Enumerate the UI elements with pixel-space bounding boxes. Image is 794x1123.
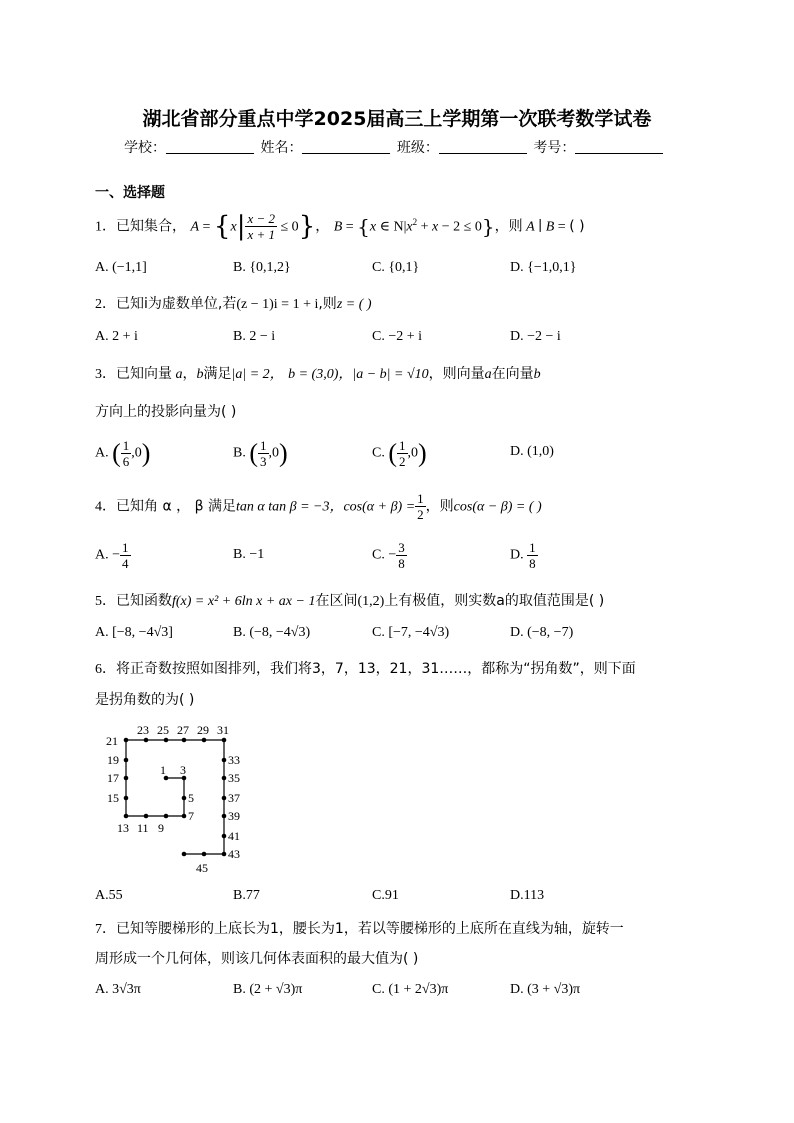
q6-option-a[interactable]: A.55 xyxy=(95,888,123,903)
spiral-node-5 xyxy=(182,796,187,801)
school-blank[interactable] xyxy=(166,139,254,154)
q1-stem: 已知集合， xyxy=(116,218,186,235)
spiral-label-15: 15 xyxy=(107,791,119,805)
question-2: 2．已知i为虚数单位,若(z − 1)i = 1 + i,则z = ( ) xyxy=(95,296,372,312)
spiral-label-33: 33 xyxy=(228,753,240,767)
spiral-label-9: 9 xyxy=(158,821,164,835)
q1-option-a[interactable]: A. (−1,1] xyxy=(95,260,147,275)
q2-option-c[interactable]: C. −2 + i xyxy=(372,329,423,344)
spiral-node-23 xyxy=(144,738,149,743)
q5-option-d[interactable]: D. (−8, −7) xyxy=(510,625,574,640)
spiral-node-17 xyxy=(124,776,129,781)
q3-option-d[interactable]: D. (1,0) xyxy=(510,444,554,459)
spiral-node-7 xyxy=(182,814,187,819)
q1-option-b[interactable]: B. {0,1,2} xyxy=(233,260,291,275)
q4-option-b[interactable]: B. −1 xyxy=(233,547,265,562)
spiral-node-47 xyxy=(182,852,187,857)
spiral-node-13 xyxy=(124,814,129,819)
spiral-label-23: 23 xyxy=(137,723,149,737)
spiral-node-33 xyxy=(222,758,227,763)
school-label: 学校： xyxy=(124,140,166,156)
spiral-node-41 xyxy=(222,834,227,839)
spiral-label-45: 45 xyxy=(196,861,208,875)
q6-option-d[interactable]: D.113 xyxy=(510,888,545,903)
spiral-label-19: 19 xyxy=(107,753,119,767)
spiral-label-39: 39 xyxy=(228,809,240,823)
q7-option-d[interactable]: D. (3 + √3)π xyxy=(510,982,581,997)
spiral-label-29: 29 xyxy=(197,723,209,737)
q7-line-2: 周形成一个几何体，则该几何体表面积的最大值为( ) xyxy=(95,951,419,967)
q3-option-c[interactable]: C. ( $\frac{1}{2}$ ,0) xyxy=(372,438,427,469)
spiral-label-13: 13 xyxy=(117,821,129,835)
spiral-node-11 xyxy=(144,814,149,819)
spiral-label-41: 41 xyxy=(228,829,240,843)
q4-option-d[interactable]: D. $\frac{1}{8}$ xyxy=(510,540,536,571)
spiral-label-21: 21 xyxy=(106,734,118,748)
question-5: 5．已知函数f(x) = x² + 6ln x + ax − 1在区间(1,2)上有极值，则实数a的取值范围是( ) xyxy=(95,593,605,609)
question-3: 3．已知向量 a，b满足|a| = 2， b = (3,0)，|a − b| = √10，则向量a在向量b xyxy=(95,366,541,382)
spiral-label-3: 3 xyxy=(180,763,186,777)
q6-option-b[interactable]: B.77 xyxy=(233,888,260,903)
spiral-label-7: 7 xyxy=(188,809,194,823)
spiral-node-31 xyxy=(222,738,227,743)
q7-option-c[interactable]: C. (1 + 2√3)π xyxy=(372,982,449,997)
q6-option-c[interactable]: C.91 xyxy=(372,888,399,903)
q6-line-2: 是拐角数的为( ) xyxy=(95,692,195,708)
question-7: 7．已知等腰梯形的上底长为1，腰长为1，若以等腰梯形的上底所在直线为轴，旋转一 xyxy=(95,921,624,937)
class-label: 班级： xyxy=(396,140,439,156)
odd-number-spiral-diagram xyxy=(100,720,260,878)
q7-option-a[interactable]: A. 3√3π xyxy=(95,982,141,997)
spiral-node-9 xyxy=(164,814,169,819)
spiral-label-1: 1 xyxy=(160,763,166,777)
q5-option-b[interactable]: B. (−8, −4√3) xyxy=(233,625,311,640)
spiral-label-27: 27 xyxy=(177,723,189,737)
q2-option-b[interactable]: B. 2 − i xyxy=(233,329,276,344)
spiral-node-25 xyxy=(164,738,169,743)
spiral-node-21 xyxy=(124,738,129,743)
student-info-row xyxy=(124,137,665,157)
name-blank[interactable] xyxy=(302,139,390,154)
spiral-node-15 xyxy=(124,796,129,801)
q5-option-a[interactable]: A. [−8, −4√3] xyxy=(95,625,173,640)
spiral-path xyxy=(126,740,224,854)
q2-option-d[interactable]: D. −2 − i xyxy=(510,329,561,344)
page-title: 湖北省部分重点中学2025届高三上学期第一次联考数学试卷 xyxy=(142,108,652,130)
spiral-node-37 xyxy=(222,796,227,801)
question-4: 4．已知角 α ， β 满足tan α tan β = −3，cos(α + β) = $\frac{1}{2}$ ，则cos(α − β) = ( ) xyxy=(95,491,542,522)
spiral-label-43: 43 xyxy=(228,847,240,861)
spiral-node-27 xyxy=(182,738,187,743)
q4-option-c[interactable]: C. − $\frac{3}{8}$ xyxy=(372,540,405,571)
spiral-label-17: 17 xyxy=(107,771,119,785)
spiral-label-31: 31 xyxy=(217,723,229,737)
spiral-node-39 xyxy=(222,814,227,819)
spiral-node-19 xyxy=(124,758,129,763)
q2-option-a[interactable]: A. 2 + i xyxy=(95,329,138,344)
question-6: 6．将正奇数按照如图排列，我们将3，7，13，21，31……，都称为“拐角数”，则下面 xyxy=(95,661,636,677)
id-label: 考号： xyxy=(533,140,576,156)
spiral-label-25: 25 xyxy=(157,723,169,737)
q3-option-b[interactable]: B. ( $\frac{1}{3}$ ,0) xyxy=(233,438,288,469)
q1-option-c[interactable]: C. {0,1} xyxy=(372,260,420,275)
q4-option-a[interactable]: A. − $\frac{1}{4}$ xyxy=(95,540,129,571)
question-1: 1．已知集合， A = {x| $\frac{x - 2}{x + 1}$ ≤ 0}， B = {x ∈ $N|x^2 + x - 2 \le 0$}，则 A ∣ B = ( ) xyxy=(95,211,585,242)
spiral-label-5: 5 xyxy=(188,791,194,805)
spiral-node-35 xyxy=(222,776,227,781)
id-blank[interactable] xyxy=(575,139,663,154)
class-blank[interactable] xyxy=(439,139,527,154)
name-label: 姓名： xyxy=(260,140,303,156)
spiral-node-45 xyxy=(202,852,207,857)
spiral-node-43 xyxy=(222,852,227,857)
section-heading: 一、选择题 xyxy=(95,185,165,201)
spiral-label-35: 35 xyxy=(228,771,240,785)
q5-option-c[interactable]: C. [−7, −4√3) xyxy=(372,625,450,640)
q1-number: 1． xyxy=(95,219,116,235)
spiral-label-11: 11 xyxy=(137,821,149,835)
q1-option-d[interactable]: D. {−1,0,1} xyxy=(510,260,577,275)
q3-option-a[interactable]: A. ( $\frac{1}{6}$ ,0) xyxy=(95,438,151,469)
spiral-node-29 xyxy=(202,738,207,743)
q3-line-2: 方向上的投影向量为( ) xyxy=(95,404,237,420)
spiral-label-37: 37 xyxy=(228,791,240,805)
q7-option-b[interactable]: B. (2 + √3)π xyxy=(233,982,303,997)
